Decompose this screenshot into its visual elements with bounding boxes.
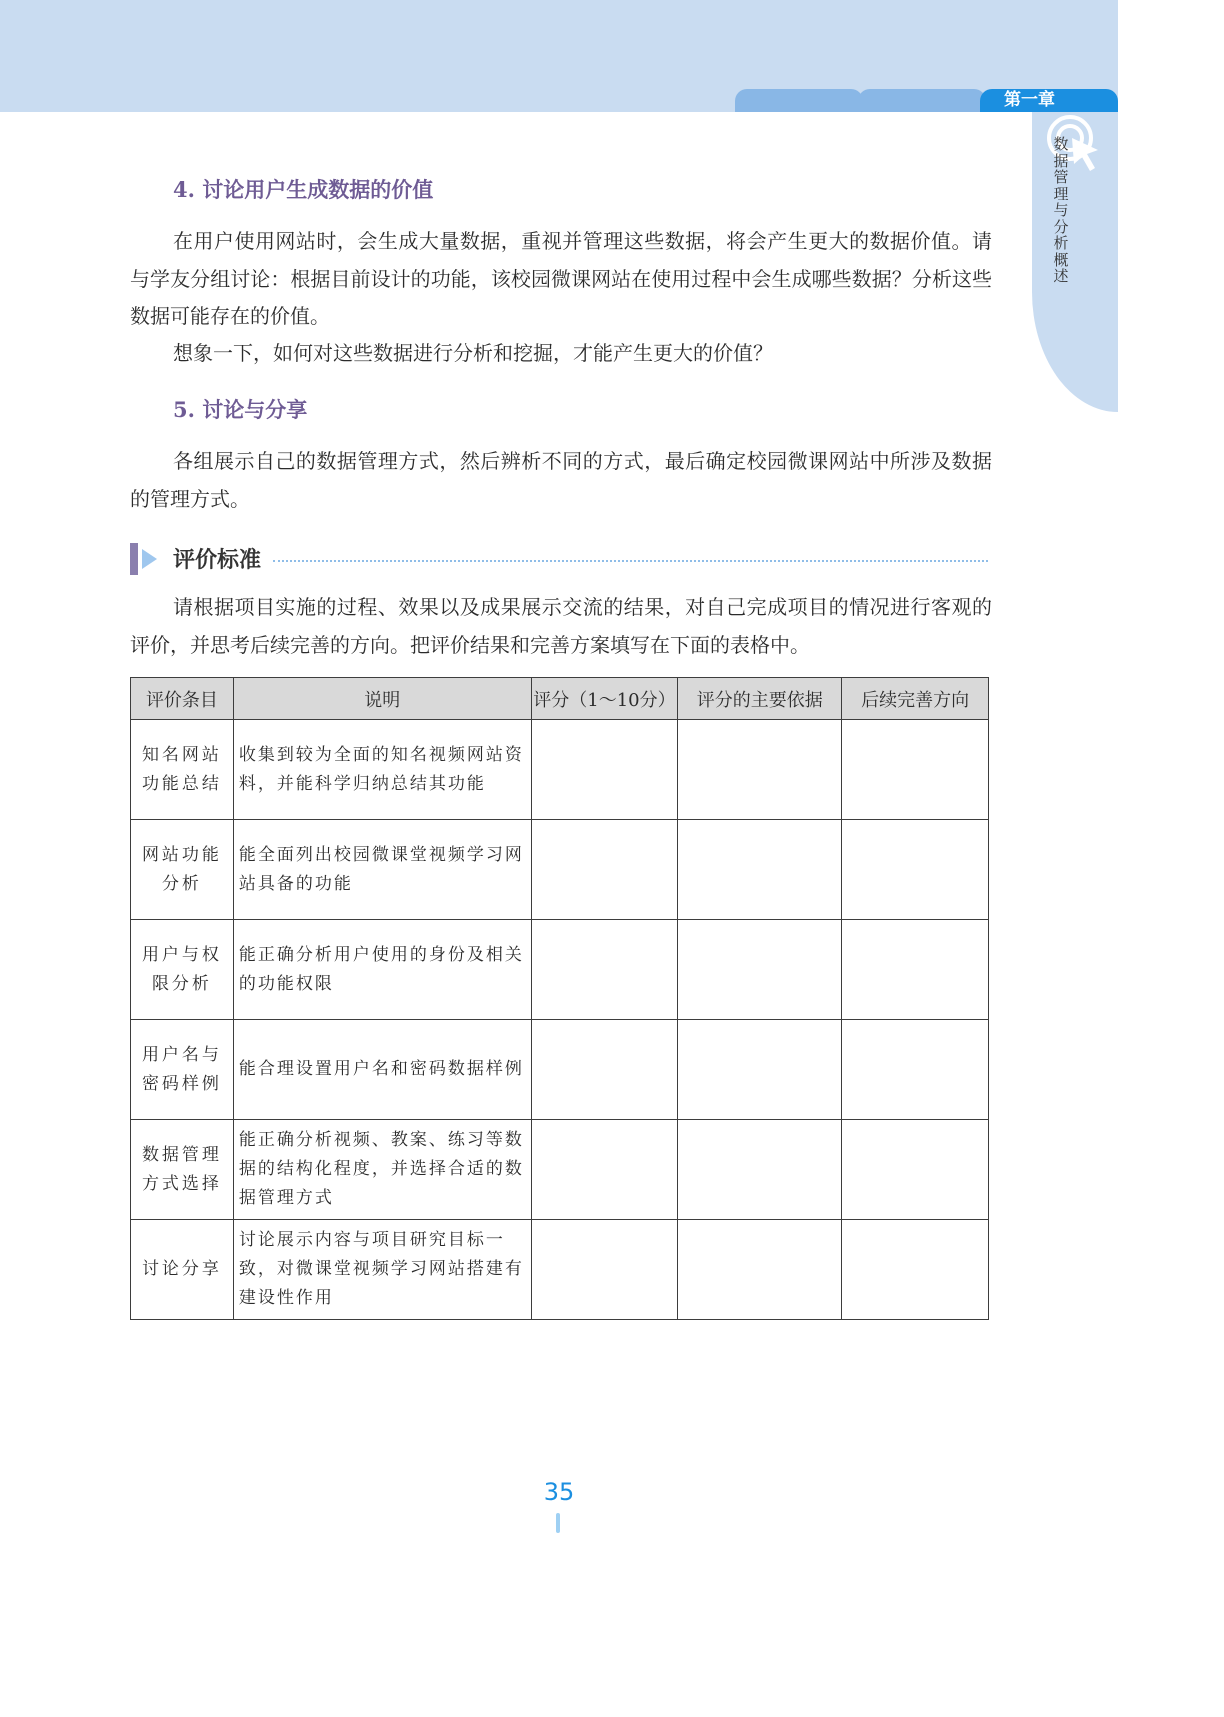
criterion-cell: 网站功能分析	[131, 820, 234, 920]
column-header: 说明	[233, 678, 531, 720]
column-header: 评分（1～10分）	[531, 678, 678, 720]
score-cell[interactable]	[531, 1220, 678, 1320]
table-row	[131, 720, 989, 820]
section-5-heading: 5. 讨论与分享	[173, 397, 308, 422]
description-cell: 能全面列出校园微课堂视频学习网站具备的功能	[233, 820, 531, 920]
evaluation-intro: 请根据项目实施的过程、效果以及成果展示交流的结果，对自己完成项目的情况进行客观的评价，并思考后续完善的方向。把评价结果和完善方案填写在下面的表格中。	[130, 595, 992, 657]
section-4-paragraph-2: 想象一下，如何对这些数据进行分析和挖掘，才能产生更大的价值？	[173, 341, 773, 365]
description-cell: 能合理设置用户名和密码数据样例	[233, 1020, 531, 1120]
column-header: 后续完善方向	[842, 678, 989, 720]
column-header: 评分的主要依据	[678, 678, 842, 720]
table-row	[131, 920, 989, 1020]
criterion-cell: 用户名与密码样例	[131, 1020, 234, 1120]
play-arrow-icon	[142, 549, 157, 569]
improvement-cell[interactable]	[842, 920, 989, 1020]
table-row	[131, 1020, 989, 1120]
basis-cell[interactable]	[678, 1220, 842, 1320]
evaluation-table	[130, 677, 989, 1320]
section-4-paragraph-1: 在用户使用网站时，会生成大量数据，重视并管理这些数据，将会产生更大的数据价值。请与学友分组讨论：根据目前设计的功能，该校园微课网站在使用过程中会生成哪些数据？分析这些数据可能存在的价值。	[130, 229, 992, 328]
dotted-divider	[273, 560, 988, 562]
basis-cell[interactable]	[678, 720, 842, 820]
improvement-cell[interactable]	[842, 1020, 989, 1120]
basis-cell[interactable]	[678, 1020, 842, 1120]
criterion-cell: 用户与权限分析	[131, 920, 234, 1020]
score-cell[interactable]	[531, 1020, 678, 1120]
criterion-cell: 知名网站功能总结	[131, 720, 234, 820]
score-cell[interactable]	[531, 720, 678, 820]
improvement-cell[interactable]	[842, 1220, 989, 1320]
column-header: 评价条目	[131, 678, 234, 720]
score-cell[interactable]	[531, 820, 678, 920]
score-cell[interactable]	[531, 920, 678, 1020]
table-row	[131, 1120, 989, 1220]
improvement-cell[interactable]	[842, 820, 989, 920]
side-chapter-title: 数据管理与分析概述	[1053, 135, 1069, 285]
basis-cell[interactable]	[678, 920, 842, 1020]
header-tab-inactive	[858, 89, 986, 112]
description-cell: 收集到较为全面的知名视频网站资料，并能科学归纳总结其功能	[233, 720, 531, 820]
table-row	[131, 820, 989, 920]
page-marker	[556, 1513, 560, 1533]
section-4-heading: 4. 讨论用户生成数据的价值	[173, 177, 434, 202]
description-cell: 能正确分析视频、教案、练习等数据的结构化程度，并选择合适的数据管理方式	[233, 1120, 531, 1220]
criterion-cell: 讨论分享	[131, 1220, 234, 1320]
description-cell: 讨论展示内容与项目研究目标一致，对微课堂视频学习网站搭建有建设性作用	[233, 1220, 531, 1320]
improvement-cell[interactable]	[842, 720, 989, 820]
score-cell[interactable]	[531, 1120, 678, 1220]
basis-cell[interactable]	[678, 820, 842, 920]
evaluation-section-header	[130, 541, 988, 577]
basis-cell[interactable]	[678, 1120, 842, 1220]
evaluation-title: 评价标准	[173, 548, 262, 573]
section-marker-bar	[130, 543, 138, 575]
section-5-paragraph: 各组展示自己的数据管理方式，然后辨析不同的方式，最后确定校园微课网站中所涉及数据的管理方式。	[130, 449, 992, 511]
chapter-tab: 第一章	[980, 89, 1118, 112]
table-header-row	[131, 678, 989, 720]
improvement-cell[interactable]	[842, 1120, 989, 1220]
page-number: 35	[543, 1478, 575, 1506]
description-cell: 能正确分析用户使用的身份及相关的功能权限	[233, 920, 531, 1020]
header-tab-inactive	[735, 89, 863, 112]
table-row	[131, 1220, 989, 1320]
criterion-cell: 数据管理方式选择	[131, 1120, 234, 1220]
